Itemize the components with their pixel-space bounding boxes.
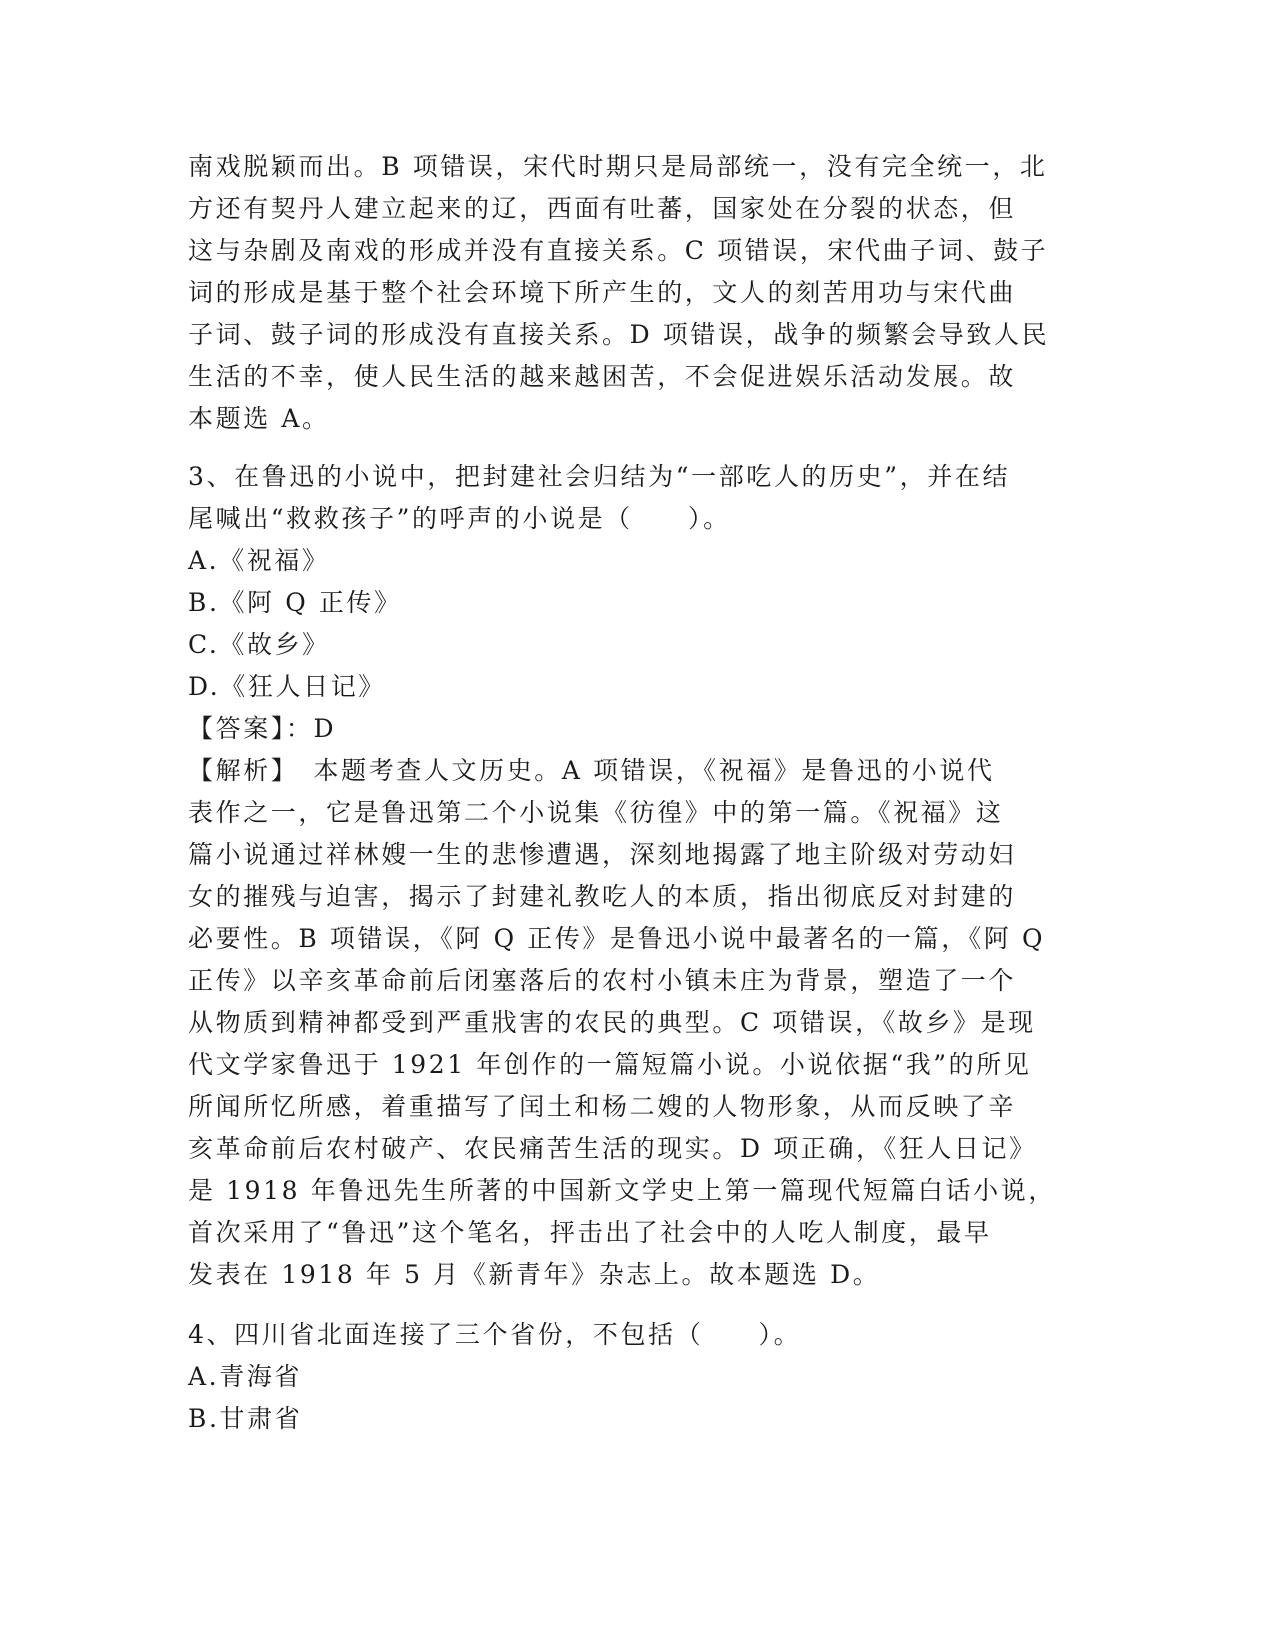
option-c: C.《故乡》 [188,630,330,659]
question-stem: 3、在鲁迅的小说中，把封建社会归结为“一部吃人的历史”，并在结 [188,462,1011,491]
explanation-line: 必要性。B 项错误，《阿 Q 正传》是鲁迅小说中最著名的一篇，《阿 Q [188,924,1046,953]
question-stem: 4、四川省北面连接了三个省份，不包括（ ）。 [188,1320,802,1349]
text-line: 方还有契丹人建立起来的辽，西面有吐蕃，国家处在分裂的状态，但 [188,194,1017,223]
explanation-line: 所闻所忆所感，着重描写了闰土和杨二嫂的人物形象，从而反映了辛 [188,1092,1017,1121]
explanation-line: 表作之一，它是鲁迅第二个小说集《彷徨》中的第一篇。《祝福》这 [188,798,1004,827]
explanation-line: 发表在 1918 年 5 月《新青年》杂志上。故本题选 D。 [188,1260,881,1289]
text-line: 子词、鼓子词的形成没有直接关系。D 项错误，战争的频繁会导致人民 [188,320,1050,349]
option-b: B.《阿 Q 正传》 [188,588,402,617]
explanation-line: 篇小说通过祥林嫂一生的悲惨遭遇，深刻地揭露了地主阶级对劳动妇 [188,840,1017,869]
explanation-line: 女的摧残与迫害，揭示了封建礼教吃人的本质，指出彻底反对封建的 [188,882,1017,911]
explanation-line: 亥革命前后农村破产、农民痛苦生活的现实。D 项正确，《狂人日记》 [188,1134,1037,1163]
option-a: A.青海省 [188,1362,303,1391]
explanation-line: 是 1918 年鲁迅先生所著的中国新文学史上第一篇现代短篇白话小说， [188,1176,1056,1205]
text-line: 生活的不幸，使人民生活的越来越困苦，不会促进娱乐活动发展。故 [188,362,1017,391]
option-d: D.《狂人日记》 [188,672,386,701]
explanation-line: 代文学家鲁迅于 1921 年创作的一篇短篇小说。小说依据“我”的所见 [188,1050,1032,1079]
option-a: A.《祝福》 [188,546,330,575]
explanation-line: 首次采用了“鲁迅”这个笔名，抨击出了社会中的人吃人制度，最早 [188,1218,992,1247]
text-line: 词的形成是基于整个社会环境下所产生的，文人的刻苦用功与宋代曲 [188,278,1017,307]
text-line: 南戏脱颖而出。B 项错误，宋代时期只是局部统一，没有完全统一，北 [188,152,1048,181]
explanation-line: 从物质到精神都受到严重戕害的农民的典型。C 项错误，《故乡》是现 [188,1008,1036,1037]
option-b: B.甘肃省 [188,1404,303,1433]
explanation-line: 【解析】 本题考查人文历史。A 项错误，《祝福》是鲁迅的小说代 [188,756,995,785]
text-line: 这与杂剧及南戏的形成并没有直接关系。C 项错误，宋代曲子词、鼓子 [188,236,1049,265]
answer-line: 【答案】：D [188,714,337,743]
explanation-line: 正传》以辛亥革命前后闭塞落后的农村小镇未庄为背景，塑造了一个 [188,966,1017,995]
question-stem: 尾喊出“救救孩子”的呼声的小说是（ ）。 [188,504,731,533]
text-line: 本题选 A。 [188,404,330,433]
